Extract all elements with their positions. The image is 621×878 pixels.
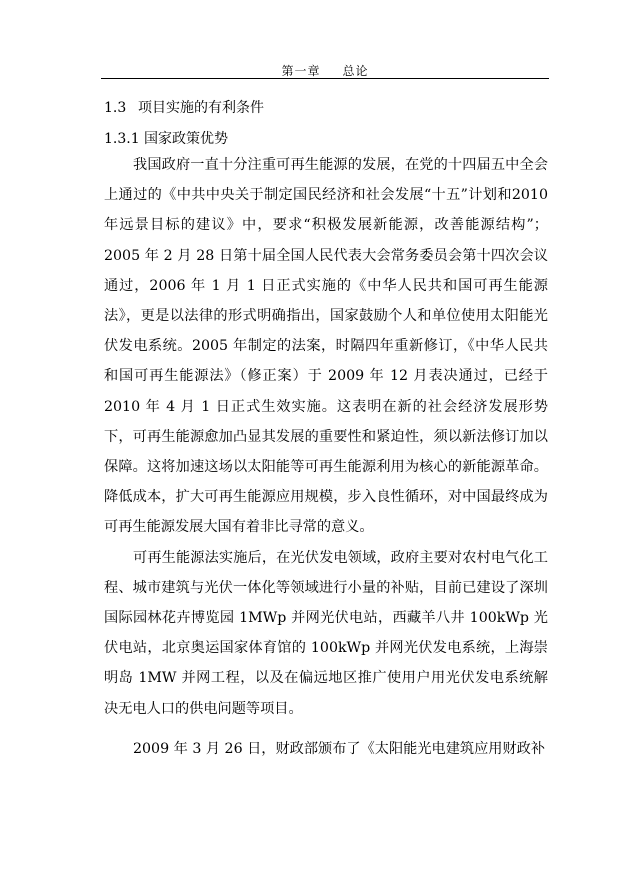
header-rule (101, 78, 549, 79)
chapter-label: 第一章 (281, 64, 321, 78)
chapter-title: 总论 (342, 64, 369, 78)
subsection-title: 国家政策优势 (144, 131, 228, 147)
section-heading (104, 97, 264, 117)
subsection-heading (104, 128, 228, 148)
body-text (104, 150, 548, 764)
section-title: 项目实施的有利条件 (138, 100, 264, 116)
paragraph: 我国政府一直十分注重可再生能源的发展，在党的十四届五中全会上通过的《中共中央关于制定国民经济和社会发展“十五”计划和2010 年远景目标的建议》中，要求“积极发展新能源，改善能源结构”；2005 年 2 月 28 日第十届全国人民代表大会常务委员会第十四次会议通过，2006 年 1 月 1 日正式实施的《中华人民共和国可再生能源法》，更是以法律的形式明确指出，国家鼓励个人和单位使用太阳能光伏发电系统。2005 年制定的法案，时隔四年重新修订，《中华人民共和国可再生能源法》（修正案）于 2009 年 12 月表决通过，已经于 2010 年 4 月 1 日正式生效实施。这表明在新的社会经济发展形势下，可再生能源愈加凸显其发展的重要性和紧迫性，须以新法修订加以保障。这将加速这场以太阳能等可再生能源利用为核心的新能源革命。降低成本，扩大可再生能源应用规模，步入良性循环，对中国最终成为可再生能源发展大国有着非比寻常的意义。 (104, 157, 548, 536)
subsection-number: 1.3.1 (104, 131, 140, 147)
running-header (101, 62, 549, 79)
paragraph: 可再生能源法实施后，在光伏发电领域，政府主要对农村电气化工程、城市建筑与光伏一体化等领域进行小量的补贴，目前已建设了深圳国际园林花卉博览园 1MWp 并网光伏电站，西藏羊八井 100kWp 光伏电站，北京奥运国家体育馆的 100kWp 并网光伏发电系统，上海崇明岛 1MW 并网工程，以及在偏远地区推广使用户用光伏发电系统解决无电人口的供电问题等项目。 (104, 549, 548, 717)
paragraph: 2009 年 3 月 26 日，财政部颁布了《太阳能光电建筑应用财政补 (133, 740, 546, 757)
section-number: 1.3 (104, 100, 127, 116)
